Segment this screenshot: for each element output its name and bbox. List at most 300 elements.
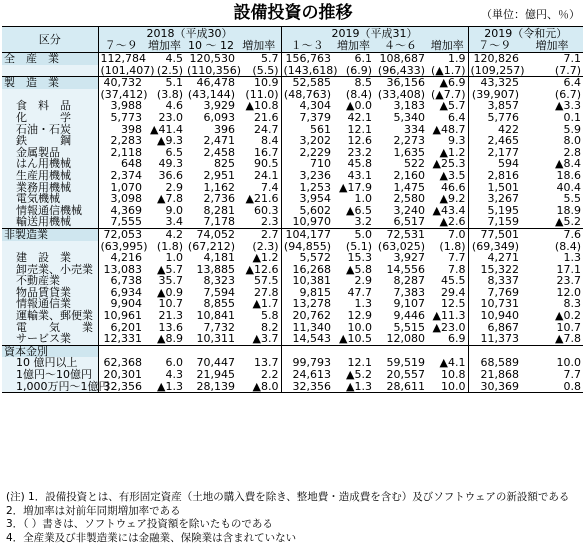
row-label: 卸売業、小売業 [2,264,98,276]
growth-rate-cell: ▲10.5 [339,332,372,346]
amount-cell: 710 [310,157,331,171]
growth-rate-cell: ▲7.8 [555,332,581,346]
amount-cell: 2,471 [203,134,235,148]
growth-rate-cell: (3.8) [156,87,183,101]
growth-rate-cell: ▲9.3 [157,134,183,148]
amount-cell: 4,216 [110,251,142,265]
amount-cell: 10,381 [292,274,331,288]
amount-cell: (96,433) [377,63,425,77]
amount-cell: 8,337 [487,274,519,288]
growth-rate-cell: 35.7 [158,274,183,288]
amount-cell: 77,501 [468,228,521,240]
row-label: 1,000万円～1億円 [2,381,98,393]
amount-cell: 5,773 [110,110,142,124]
row-label: 生産用機械 [2,170,98,182]
growth-rate-cell: ▲6.9 [427,77,468,89]
amount-cell: (39,907) [471,87,519,101]
header-year-row [2,27,583,41]
growth-rate-cell: 8.3 [563,297,581,311]
amount-cell: (63,995) [100,239,148,253]
growth-rate-cell: ▲8.0 [237,381,281,393]
growth-rate-cell: 6.4 [521,77,583,89]
year-header: 2019（令和元） [468,27,583,41]
growth-rate-cell: 46.6 [427,182,468,194]
row-label: 石油・石炭 [2,124,98,136]
amount-cell: 6,201 [110,320,142,334]
amount-cell: 3,240 [393,203,425,217]
row-label: 鉄 鋼 [2,135,98,147]
growth-rate-cell: 7.6 [521,228,583,240]
growth-rate-cell: 3.2 [354,215,372,229]
amount-cell: 2,273 [393,134,425,148]
amount-cell: 3,857 [487,99,519,113]
table-row [2,77,583,89]
amount-cell: 9,446 [393,309,425,323]
amount-cell: (69,349) [471,239,519,253]
amount-cell: (33,408) [377,87,425,101]
amount-cell: 43,325 [468,77,521,89]
row-label: 物品賃貸業 [2,287,98,299]
growth-rate-cell: ▲9.2 [427,193,468,205]
growth-rate-cell: 23.7 [556,274,581,288]
growth-rate-cell: 10.0 [556,356,581,370]
growth-rate-cell: 42.1 [347,110,372,124]
growth-rate-cell: ▲25.3 [427,158,468,170]
growth-rate-cell: 45.5 [427,275,468,287]
growth-rate-cell: 10.0 [347,320,372,334]
amount-cell: 2,580 [393,192,425,206]
amount-cell: 2,229 [299,145,331,159]
amount-cell: 13,885 [196,262,235,276]
growth-rate-cell: 0.8 [521,381,583,393]
row-label: 不動産業 [2,275,98,287]
growth-rate-cell: 8.2 [237,322,281,334]
growth-rate-cell: 24.7 [237,124,281,136]
amount-cell: 9,815 [299,285,331,299]
amount-cell: 72,531 [374,228,427,240]
growth-rate-cell: 12.6 [347,134,372,148]
growth-rate-cell: 3.4 [165,215,183,229]
amount-cell: 20,301 [103,368,142,382]
amount-cell: 59,519 [386,356,425,370]
period-header: １～３ [281,40,333,53]
row-label: 10 億円以上 [2,357,98,369]
growth-rate-cell: ▲17.9 [339,180,372,194]
growth-rate-cell: ▲1.3 [144,381,185,393]
growth-rate-cell: (▲1.7) [427,65,468,77]
growth-rate-cell: ▲10.8 [237,100,281,112]
amount-cell: 7,769 [487,285,519,299]
table-row [2,65,583,77]
growth-rate-cell: 7.7 [427,252,468,264]
amount-cell: 32,356 [98,381,144,393]
amount-cell: 7,555 [110,215,142,229]
amount-cell: 2,736 [203,192,235,206]
growth-rate-cell: 13.7 [237,357,281,369]
row-label: サービス業 [2,333,98,345]
amount-cell: 104,177 [281,228,333,240]
growth-rate-cell: ▲5.2 [555,215,581,229]
amount-cell: 8,855 [203,297,235,311]
growth-rate-cell: 16.7 [237,147,281,159]
row-label [2,65,98,77]
amount-cell: 825 [214,157,235,171]
amount-cell: 15,322 [480,262,519,276]
growth-rate-cell: 45.8 [347,157,372,171]
amount-cell: 32,356 [281,381,333,393]
growth-rate-cell: 47.7 [347,285,372,299]
row-label: 製 造 業 [2,77,98,89]
row-label: 食 料 品 [2,100,98,112]
amount-cell: 396 [214,122,235,136]
amount-cell: 5,195 [487,203,519,217]
amount-cell: 12,080 [386,332,425,346]
amount-cell: 3,236 [299,168,331,182]
growth-rate-cell: 2.2 [237,369,281,381]
amount-cell: 14,556 [386,262,425,276]
growth-rate-cell: 15.3 [347,251,372,265]
amount-cell: 2,118 [110,145,142,159]
growth-rate-cell: ▲3.3 [555,99,581,113]
growth-rate-cell: 8.0 [563,134,581,148]
growth-rate-cell: 4.3 [165,368,183,382]
amount-cell: 5,776 [487,110,519,124]
growth-rate-cell: ▲2.6 [427,216,468,228]
amount-cell: 70,447 [196,356,235,370]
amount-cell: 6,738 [110,274,142,288]
growth-rate-cell: 18.6 [556,168,581,182]
amount-cell: 1,070 [110,180,142,194]
amount-cell: 2,465 [487,134,519,148]
amount-cell: 62,368 [103,356,142,370]
growth-rate-cell: ▲41.4 [150,122,183,136]
table-row [2,216,583,228]
amount-cell: 422 [498,122,519,136]
table-row [2,369,583,381]
amount-cell: 7,732 [203,320,235,334]
growth-rate-cell: 4.5 [165,52,183,65]
growth-rate-cell: 9.0 [165,203,183,217]
growth-rate-cell: 2.9 [165,180,183,194]
amount-cell: 68,589 [480,356,519,370]
growth-rate-cell: 1.0 [354,192,372,206]
amount-cell: 1,253 [299,180,331,194]
growth-rate-cell: 27.8 [237,287,281,299]
growth-rate-cell: 18.9 [556,203,581,217]
amount-cell: (43,144) [187,87,235,101]
amount-cell: 6,934 [110,285,142,299]
growth-rate-cell: 8.5 [333,77,374,89]
growth-rate-cell: ▲3.7 [237,333,281,345]
growth-rate-cell: ▲21.6 [237,193,281,205]
amount-cell: 2,374 [110,168,142,182]
growth-rate-cell: 7.1 [563,52,581,65]
growth-rate-cell: 13.6 [158,320,183,334]
growth-rate-cell: 29.4 [427,287,468,299]
row-label: 情報通信業 [2,298,98,310]
growth-rate-cell: (7.7) [554,63,581,77]
growth-rate-cell: ▲0.2 [555,309,581,323]
growth-rate-header: 増加率 [521,40,583,53]
amount-cell: 1,635 [393,145,425,159]
growth-rate-cell: 24.1 [237,170,281,182]
amount-cell: 74,052 [185,228,237,240]
growth-rate-cell: 1.3 [563,251,581,265]
period-header: ７～９ [98,40,144,53]
amount-cell: 36,156 [374,77,427,89]
growth-rate-cell: 2.7 [237,228,281,240]
growth-rate-cell: 12.5 [427,298,468,310]
growth-rate-cell: ▲5.7 [427,100,468,112]
amount-cell: 28,611 [374,381,427,393]
growth-rate-cell: (8.4) [345,87,372,101]
amount-cell: 9,904 [110,297,142,311]
amount-cell: 398 [121,122,142,136]
amount-cell: 30,369 [468,381,521,393]
growth-rate-cell: 12.1 [347,356,372,370]
amount-cell: 7,594 [203,285,235,299]
growth-rate-cell: (8.4) [554,239,581,253]
growth-rate-cell: ▲5.2 [346,368,372,382]
table-row [2,170,583,182]
growth-rate-cell: (5.1) [345,239,372,253]
row-label: 輸送用機械 [2,216,98,228]
amount-cell: 120,826 [473,52,519,65]
growth-rate-cell: 5.9 [563,122,581,136]
growth-rate-cell: 7.0 [427,228,468,240]
amount-cell: 1,475 [393,180,425,194]
growth-rate-cell: 17.1 [556,262,581,276]
growth-rate-cell: 6.9 [427,333,468,345]
growth-rate-cell: (5.5) [237,65,281,77]
growth-rate-cell: 1.3 [354,297,372,311]
amount-cell: 6,867 [487,320,519,334]
amount-cell: 8,323 [203,274,235,288]
amount-cell: 9,107 [393,297,425,311]
growth-rate-cell: ▲0.0 [346,99,372,113]
investment-table [2,26,583,393]
amount-cell: (143,618) [283,63,338,77]
row-label: 金属製品 [2,147,98,159]
amount-cell: 108,687 [379,52,425,65]
period-header: 10 ～ 12 [185,40,237,53]
growth-rate-cell: 21.3 [158,309,183,323]
footnote: 4．全産業及び非製造業には金融業、保険業は含まれていない [6,531,297,544]
amount-cell: 6,517 [393,215,425,229]
growth-rate-cell: ▲6.5 [346,203,372,217]
amount-cell: 2,816 [487,168,519,182]
amount-cell: 10,841 [196,309,235,323]
year-header: 2018（平成30） [98,27,281,41]
growth-rate-cell: ▲12.6 [237,264,281,276]
growth-rate-cell: ▲1.2 [427,147,468,159]
amount-cell: 594 [498,157,519,171]
growth-rate-cell: 5.8 [237,310,281,322]
amount-cell: 13,278 [292,297,331,311]
amount-cell: 40,732 [98,77,144,89]
amount-cell: 561 [310,122,331,136]
growth-rate-cell: ▲23.0 [427,322,468,334]
row-label: はん用機械 [2,158,98,170]
growth-rate-header: 増加率 [333,40,374,53]
amount-cell: 99,793 [292,356,331,370]
growth-rate-cell: ▲4.1 [427,357,468,369]
amount-cell: 648 [121,157,142,171]
growth-rate-cell: 6.0 [165,356,183,370]
amount-cell: 11,373 [480,332,519,346]
row-label: 業務用機械 [2,182,98,194]
growth-rate-cell: 6.5 [165,145,183,159]
amount-cell: 2,283 [110,134,142,148]
period-header: ４～６ [374,40,427,53]
growth-rate-cell: 7.8 [427,264,468,276]
amount-cell: 334 [404,122,425,136]
amount-cell: 13,083 [103,262,142,276]
footnotes [6,491,569,545]
amount-cell: 120,530 [189,52,235,65]
table-row [2,252,583,264]
growth-rate-cell: (6.9) [345,63,372,77]
amount-cell: 10,940 [480,309,519,323]
growth-rate-cell: ▲7.8 [157,192,183,206]
amount-cell: 5,340 [393,110,425,124]
amount-cell: 2,177 [487,145,519,159]
amount-cell: 6,093 [203,110,235,124]
amount-cell: (101,407) [100,63,155,77]
growth-rate-cell: 7.4 [237,182,281,194]
growth-rate-cell: 23.0 [158,110,183,124]
growth-rate-cell: 5.5 [563,192,581,206]
growth-rate-cell: ▲5.8 [346,262,372,276]
growth-rate-cell: 5.7 [237,53,281,65]
amount-cell: 10,311 [196,332,235,346]
amount-cell: 10,731 [480,297,519,311]
row-label: 全 産 業 [2,53,98,65]
row-label: 情報通信機械 [2,205,98,217]
table-row [2,53,583,65]
row-label: 電気機械 [2,193,98,205]
amount-cell: (110,356) [187,63,242,77]
growth-rate-cell: 60.3 [237,205,281,217]
amount-cell: 52,585 [281,77,333,89]
category-header: 区分 [2,27,98,53]
growth-rate-cell: 10.9 [237,77,281,89]
amount-cell: 21,868 [480,368,519,382]
growth-rate-header: 増加率 [144,40,185,53]
row-label: 運輸業、郵便業 [2,310,98,322]
table-row [2,333,583,345]
growth-rate-cell: 10.7 [556,320,581,334]
amount-cell: 4,271 [487,251,519,265]
growth-rate-cell: 21.6 [237,112,281,124]
amount-cell: 7,379 [299,110,331,124]
amount-cell: 4,181 [203,251,235,265]
growth-rate-cell: ▲48.7 [427,124,468,136]
growth-rate-cell: ▲5.7 [157,262,183,276]
amount-cell: 46,478 [185,77,237,89]
amount-cell: (67,212) [187,239,235,253]
growth-rate-cell: 4.2 [144,228,185,240]
growth-rate-cell: 10.7 [158,297,183,311]
amount-cell: 72,053 [98,228,144,240]
amount-cell: 16,268 [292,262,331,276]
growth-rate-cell: 8.4 [237,135,281,147]
amount-cell: 7,159 [487,215,519,229]
growth-rate-cell: 12.0 [556,285,581,299]
growth-rate-cell: (11.0) [237,89,281,101]
amount-cell: (109,257) [470,63,525,77]
page-title: 設備投資の推移 [233,3,353,23]
row-label: 建 設 業 [2,252,98,264]
amount-cell: 4,304 [299,99,331,113]
footnote: (注) 1．設備投資とは、有形固定資産（土地の購入費を除き、整地費・造成費を含む）及びソフトウェアの新設額である [6,491,570,503]
growth-rate-cell: 6.1 [354,52,372,65]
amount-cell: 28,139 [185,381,237,393]
amount-cell: 112,784 [100,52,146,65]
growth-rate-cell: (1.8) [156,239,183,253]
growth-rate-cell: 43.1 [347,168,372,182]
amount-cell: 3,927 [393,251,425,265]
amount-cell: 10,961 [103,309,142,323]
growth-rate-header: 増加率 [237,40,281,53]
amount-cell: 5,602 [299,203,331,217]
amount-cell: 11,340 [292,320,331,334]
amount-cell: 12,331 [103,332,142,346]
amount-cell: 7,178 [203,215,235,229]
row-label: 1億円～10億円 [2,369,98,381]
footnote: 2．増加率は対前年同期増加率である [6,504,181,517]
growth-rate-cell: ▲3.5 [427,170,468,182]
amount-cell: 5,515 [393,320,425,334]
growth-rate-cell: 5.1 [144,77,185,89]
growth-rate-cell: (▲7.7) [427,89,468,101]
amount-cell: 3,202 [299,134,331,148]
amount-cell: 156,763 [285,52,331,65]
amount-cell: 4,369 [110,203,142,217]
footnote: 3．（ ）書きは、ソフトウェア投資額を除いたものである [6,518,273,530]
growth-rate-cell: 12.1 [347,122,372,136]
table-row [2,310,583,322]
growth-rate-cell: 40.4 [556,180,581,194]
growth-rate-cell: ▲11.3 [427,310,468,322]
amount-cell: 8,281 [203,203,235,217]
row-label: 電 気 業 [2,322,98,334]
growth-rate-cell: 90.5 [237,158,281,170]
growth-rate-cell: 2.8 [563,145,581,159]
growth-rate-cell: 5.0 [333,228,374,240]
growth-rate-cell: 0.1 [563,110,581,124]
growth-rate-cell: 10.0 [427,381,468,393]
growth-rate-cell: 1.0 [165,251,183,265]
amount-cell: 3,098 [110,192,142,206]
table-row [2,228,583,240]
growth-rate-cell: ▲1.3 [333,381,374,393]
amount-cell: 522 [404,157,425,171]
table-row [2,193,583,205]
growth-rate-cell: 49.3 [158,157,183,171]
amount-cell: (63,025) [377,239,425,253]
amount-cell: 5,572 [299,251,331,265]
amount-cell: 14,543 [292,332,331,346]
growth-rate-cell: 9.3 [427,135,468,147]
growth-rate-cell: ▲1.7 [237,298,281,310]
amount-cell: 7,383 [393,285,425,299]
amount-cell: 3,183 [393,99,425,113]
amount-cell: 8,287 [393,274,425,288]
growth-rate-cell: ▲8.4 [555,157,581,171]
growth-rate-cell: 7.7 [563,368,581,382]
growth-rate-cell: 1.9 [427,53,468,65]
